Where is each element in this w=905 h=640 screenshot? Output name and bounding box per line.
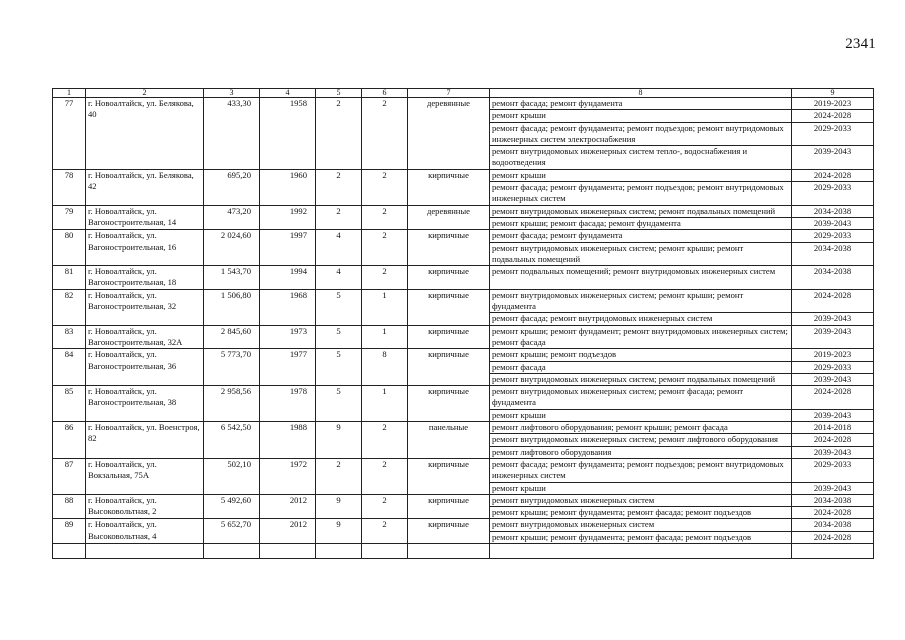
empty-cell	[362, 543, 408, 558]
address-cell: г. Новоалтайск, ул. Вагоностроительная, 16	[86, 230, 204, 266]
wall-material-cell: деревянные	[408, 98, 490, 170]
repair-period-cell: 2039-2043	[792, 482, 874, 494]
repair-work-cell: ремонт подвальных помещений; ремонт внутридомовых инженерных систем	[490, 266, 792, 290]
repair-period-cell: 2024-2028	[792, 169, 874, 181]
table-row	[53, 289, 874, 313]
wall-material-cell: кирпичные	[408, 169, 490, 205]
repair-period-cell: 2019-2023	[792, 349, 874, 361]
area-cell: 5 773,70	[204, 349, 260, 386]
wall-material-cell: кирпичные	[408, 266, 490, 290]
repair-work-cell: ремонт внутридомовых инженерных систем	[490, 519, 792, 531]
repair-period-cell: 2024-2028	[792, 507, 874, 519]
repair-work-cell: ремонт крыши; ремонт фасада; ремонт фундамента	[490, 217, 792, 229]
address-cell: г. Новоалтайск, ул. Вокзальная, 75А	[86, 458, 204, 494]
table-row	[53, 349, 874, 361]
repair-work-cell: ремонт фасада; ремонт фундамента	[490, 230, 792, 242]
repair-period-cell: 2039-2043	[792, 409, 874, 421]
year-cell: 1988	[260, 422, 316, 459]
wall-material-cell: панельные	[408, 422, 490, 459]
floors-cell: 5	[316, 349, 362, 386]
entrances-cell: 1	[362, 325, 408, 349]
column-header: 3	[204, 89, 260, 98]
area-cell: 5 492,60	[204, 494, 260, 519]
repair-period-cell: 2029-2033	[792, 230, 874, 242]
wall-material-cell: деревянные	[408, 205, 490, 230]
entrances-cell: 2	[362, 494, 408, 519]
address-cell: г. Новоалтайск, ул. Вагоностроительная, 38	[86, 386, 204, 422]
repair-work-cell: ремонт лифтового оборудования	[490, 446, 792, 458]
entrances-cell: 2	[362, 205, 408, 230]
wall-material-cell: кирпичные	[408, 386, 490, 422]
repair-period-cell: 2034-2038	[792, 242, 874, 266]
repair-work-cell: ремонт лифтового оборудования; ремонт крыши; ремонт фасада	[490, 422, 792, 434]
repair-period-cell: 2039-2043	[792, 373, 874, 385]
floors-cell: 2	[316, 458, 362, 494]
wall-material-cell: кирпичные	[408, 494, 490, 519]
address-cell: г. Новоалтайск, ул. Вагоностроительная, 36	[86, 349, 204, 386]
floors-cell: 9	[316, 494, 362, 519]
wall-material-cell: кирпичные	[408, 349, 490, 386]
floors-cell: 4	[316, 230, 362, 266]
year-cell: 2012	[260, 494, 316, 519]
floors-cell: 2	[316, 205, 362, 230]
table-row	[53, 458, 874, 482]
repair-work-cell: ремонт крыши; ремонт фундамента; ремонт фасада; ремонт подъездов	[490, 507, 792, 519]
floors-cell: 5	[316, 325, 362, 349]
repair-work-cell: ремонт крыши	[490, 409, 792, 421]
table-row	[53, 325, 874, 349]
address-cell: г. Новоалтайск, ул. Белякова, 42	[86, 169, 204, 205]
table-row	[53, 422, 874, 434]
entrances-cell: 2	[362, 266, 408, 290]
column-header: 7	[408, 89, 490, 98]
building-number-cell: 89	[53, 519, 86, 544]
building-number-cell: 88	[53, 494, 86, 519]
entrances-cell: 2	[362, 458, 408, 494]
column-header: 6	[362, 89, 408, 98]
repair-work-cell: ремонт внутридомовых инженерных систем; ремонт лифтового оборудования	[490, 434, 792, 446]
year-cell: 1973	[260, 325, 316, 349]
address-cell: г. Новоалтайск, ул. Вагоностроительная, 32	[86, 289, 204, 325]
repair-work-cell: ремонт крыши; ремонт фундамента; ремонт фасада; ремонт подъездов	[490, 531, 792, 543]
entrances-cell: 2	[362, 169, 408, 205]
column-header: 5	[316, 89, 362, 98]
repair-period-cell: 2024-2028	[792, 531, 874, 543]
repair-period-cell: 2029-2033	[792, 458, 874, 482]
repair-period-cell: 2034-2038	[792, 519, 874, 531]
address-cell: г. Новоалтайск, ул. Высоковольтная, 4	[86, 519, 204, 544]
repair-work-cell: ремонт внутридомовых инженерных систем; ремонт подвальных помещений	[490, 205, 792, 217]
repair-period-cell: 2024-2028	[792, 386, 874, 410]
area-cell: 1 543,70	[204, 266, 260, 290]
repair-work-cell: ремонт фасада; ремонт внутридомовых инженерных систем	[490, 313, 792, 325]
page-number: 2341	[845, 36, 876, 52]
floors-cell: 5	[316, 289, 362, 325]
repair-work-cell: ремонт крыши; ремонт подъездов	[490, 349, 792, 361]
area-cell: 1 506,80	[204, 289, 260, 325]
empty-cell	[86, 543, 204, 558]
wall-material-cell: кирпичные	[408, 289, 490, 325]
repair-period-cell: 2039-2043	[792, 313, 874, 325]
repair-period-cell: 2029-2033	[792, 122, 874, 146]
year-cell: 1997	[260, 230, 316, 266]
repair-period-cell: 2039-2043	[792, 446, 874, 458]
repair-schedule-table	[52, 88, 874, 559]
floors-cell: 5	[316, 386, 362, 422]
building-number-cell: 82	[53, 289, 86, 325]
repair-period-cell: 2024-2028	[792, 434, 874, 446]
table-row	[53, 169, 874, 181]
repair-period-cell: 2024-2028	[792, 110, 874, 122]
address-cell: г. Новоалтайск, ул. Белякова, 40	[86, 98, 204, 170]
entrances-cell: 1	[362, 386, 408, 422]
building-number-cell: 77	[53, 98, 86, 170]
year-cell: 1972	[260, 458, 316, 494]
table-row	[53, 494, 874, 506]
floors-cell: 9	[316, 422, 362, 459]
empty-cell	[490, 543, 792, 558]
entrances-cell: 2	[362, 98, 408, 170]
table-row	[53, 266, 874, 290]
wall-material-cell: кирпичные	[408, 519, 490, 544]
area-cell: 5 652,70	[204, 519, 260, 544]
repair-work-cell: ремонт внутридомовых инженерных систем тепло-, водоснабжения и водоотведения	[490, 146, 792, 170]
column-header: 8	[490, 89, 792, 98]
building-number-cell: 84	[53, 349, 86, 386]
table-row	[53, 386, 874, 410]
entrances-cell: 2	[362, 230, 408, 266]
wall-material-cell: кирпичные	[408, 458, 490, 494]
repair-period-cell: 2039-2043	[792, 217, 874, 229]
repair-work-cell: ремонт внутридомовых инженерных систем; ремонт подвальных помещений	[490, 373, 792, 385]
area-cell: 695,20	[204, 169, 260, 205]
address-cell: г. Новоалтайск, ул. Вагоностроительная, 18	[86, 266, 204, 290]
area-cell: 2 958,56	[204, 386, 260, 422]
building-number-cell: 87	[53, 458, 86, 494]
empty-cell	[260, 543, 316, 558]
repair-work-cell: ремонт внутридомовых инженерных систем	[490, 494, 792, 506]
year-cell: 1958	[260, 98, 316, 170]
repair-work-cell: ремонт фасада	[490, 361, 792, 373]
repair-work-cell: ремонт крыши	[490, 169, 792, 181]
repair-work-cell: ремонт внутридомовых инженерных систем; ремонт крыши; ремонт фундамента	[490, 289, 792, 313]
building-number-cell: 79	[53, 205, 86, 230]
column-header: 4	[260, 89, 316, 98]
area-cell: 502,10	[204, 458, 260, 494]
building-number-cell: 85	[53, 386, 86, 422]
area-cell: 473,20	[204, 205, 260, 230]
table-row	[53, 519, 874, 531]
year-cell: 1978	[260, 386, 316, 422]
year-cell: 1977	[260, 349, 316, 386]
year-cell: 2012	[260, 519, 316, 544]
repair-work-cell: ремонт фасада; ремонт фундамента; ремонт подъездов; ремонт внутридомовых инженерных систем электроснабжения	[490, 122, 792, 146]
empty-cell	[53, 543, 86, 558]
empty-row	[53, 543, 874, 558]
column-header: 9	[792, 89, 874, 98]
address-cell: г. Новоалтайск, ул. Высоковольтная, 2	[86, 494, 204, 519]
area-cell: 2 024,60	[204, 230, 260, 266]
repair-work-cell: ремонт внутридомовых инженерных систем; ремонт крыши; ремонт подвальных помещений	[490, 242, 792, 266]
empty-cell	[204, 543, 260, 558]
entrances-cell: 2	[362, 519, 408, 544]
repair-period-cell: 2034-2038	[792, 266, 874, 290]
repair-work-cell: ремонт крыши	[490, 110, 792, 122]
repair-period-cell: 2039-2043	[792, 146, 874, 170]
floors-cell: 2	[316, 169, 362, 205]
empty-cell	[792, 543, 874, 558]
entrances-cell: 1	[362, 289, 408, 325]
address-cell: г. Новоалтайск, ул. Вагоностроительная, 14	[86, 205, 204, 230]
wall-material-cell: кирпичные	[408, 230, 490, 266]
building-number-cell: 86	[53, 422, 86, 459]
column-header: 1	[53, 89, 86, 98]
repair-period-cell: 2014-2018	[792, 422, 874, 434]
area-cell: 433,30	[204, 98, 260, 170]
repair-work-cell: ремонт фасада; ремонт фундамента; ремонт подъездов; ремонт внутридомовых инженерных систем	[490, 458, 792, 482]
repair-period-cell: 2029-2033	[792, 182, 874, 206]
repair-period-cell: 2039-2043	[792, 325, 874, 349]
empty-cell	[408, 543, 490, 558]
repair-work-cell: ремонт фасада; ремонт фундамента	[490, 98, 792, 110]
table-body	[53, 89, 874, 559]
year-cell: 1968	[260, 289, 316, 325]
repair-work-cell: ремонт внутридомовых инженерных систем; ремонт фасада; ремонт фундамента	[490, 386, 792, 410]
building-number-cell: 83	[53, 325, 86, 349]
repair-period-cell: 2024-2028	[792, 289, 874, 313]
building-number-cell: 81	[53, 266, 86, 290]
building-number-cell: 78	[53, 169, 86, 205]
repair-period-cell: 2029-2033	[792, 361, 874, 373]
table-row	[53, 230, 874, 242]
floors-cell: 9	[316, 519, 362, 544]
column-header: 2	[86, 89, 204, 98]
address-cell: г. Новоалтайск, ул. Вагоностроительная, 32А	[86, 325, 204, 349]
entrances-cell: 8	[362, 349, 408, 386]
year-cell: 1994	[260, 266, 316, 290]
entrances-cell: 2	[362, 422, 408, 459]
repair-work-cell: ремонт фасада; ремонт фундамента; ремонт подъездов; ремонт внутридомовых инженерных систем	[490, 182, 792, 206]
repair-work-cell: ремонт крыши; ремонт фундамент; ремонт внутридомовых инженерных систем; ремонт фасада	[490, 325, 792, 349]
year-cell: 1992	[260, 205, 316, 230]
floors-cell: 4	[316, 266, 362, 290]
address-cell: г. Новоалтайск, ул. Военстроя, 82	[86, 422, 204, 459]
repair-period-cell: 2034-2038	[792, 494, 874, 506]
empty-cell	[316, 543, 362, 558]
floors-cell: 2	[316, 98, 362, 170]
building-number-cell: 80	[53, 230, 86, 266]
table-row	[53, 205, 874, 217]
area-cell: 2 845,60	[204, 325, 260, 349]
table-row	[53, 98, 874, 110]
year-cell: 1960	[260, 169, 316, 205]
repair-period-cell: 2034-2038	[792, 205, 874, 217]
repair-period-cell: 2019-2023	[792, 98, 874, 110]
repair-work-cell: ремонт крыши	[490, 482, 792, 494]
area-cell: 6 542,50	[204, 422, 260, 459]
wall-material-cell: кирпичные	[408, 325, 490, 349]
column-number-row	[53, 89, 874, 98]
